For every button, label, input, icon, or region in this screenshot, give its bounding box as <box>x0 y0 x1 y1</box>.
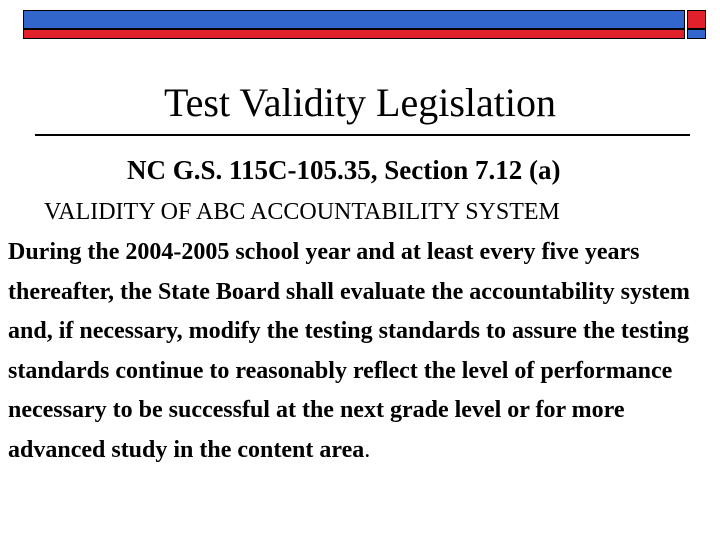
legislation-body-text: During the 2004-2005 school year and at least every five years thereafter, the State Board shall evaluate the accountability system and, if necessary, modify the testing standards to assure the testing standards continue to reasonably reflect the level of performance necessary to be successful at the next grade level or for more advanced study in the content area <box>8 239 690 463</box>
header-square-blue <box>687 29 706 39</box>
header-bar-blue <box>23 10 685 29</box>
header-bar-red <box>23 29 685 39</box>
section-heading: VALIDITY OF ABC ACCOUNTABILITY SYSTEM <box>44 199 560 225</box>
statute-citation: NC G.S. 115C-105.35, Section 7.12 (a) <box>127 155 561 185</box>
slide-title: Test Validity Legislation <box>164 80 556 125</box>
legislation-body <box>8 233 716 470</box>
title-underline <box>35 134 690 136</box>
legislation-body-period: . <box>364 436 371 463</box>
header-square-red <box>687 10 706 29</box>
